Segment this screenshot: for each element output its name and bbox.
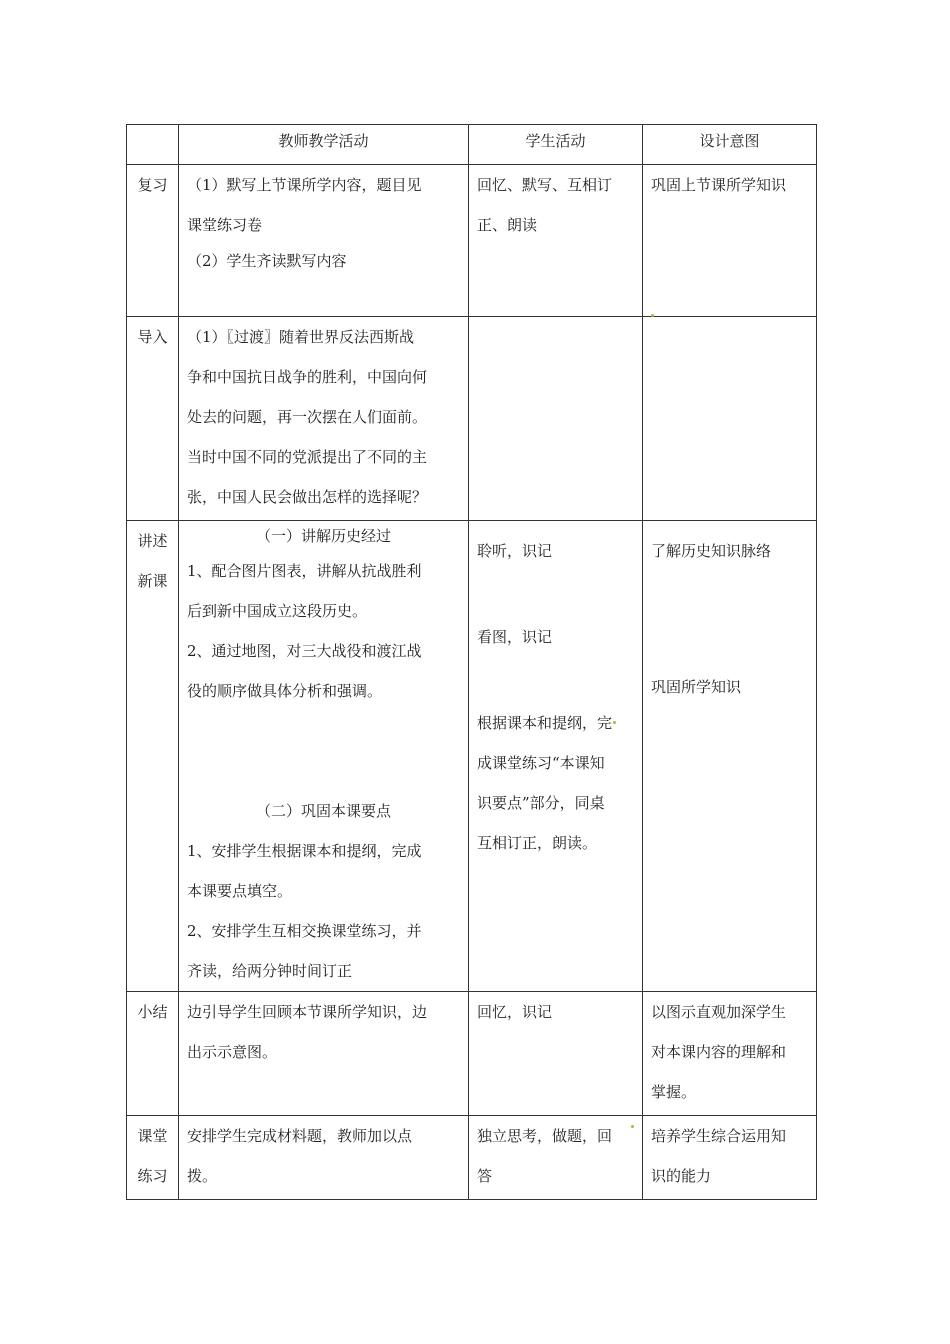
- text-line: 2、通过地图，对三大战役和渡江战: [187, 642, 422, 660]
- text-line: 1、安排学生根据课本和提纲，完成: [187, 842, 422, 860]
- teacher-review: [179, 165, 469, 317]
- text-line: 1、配合图片图表，讲解从抗战胜利: [187, 562, 422, 580]
- row-review: [127, 165, 817, 317]
- lesson-plan-table: [126, 124, 817, 1200]
- student-new-lesson: [469, 521, 643, 992]
- text-line: 独立思考，做题，回: [477, 1127, 613, 1145]
- text-line: 巩固所学知识: [651, 678, 742, 696]
- student-summary: [469, 992, 643, 1116]
- text-line: 讲述: [137, 532, 168, 550]
- text-line: 课堂: [137, 1127, 168, 1145]
- text-line: 回忆，识记: [477, 1003, 553, 1021]
- marker-dot: [651, 314, 654, 317]
- text-line: 回忆、默写、互相订: [477, 176, 613, 194]
- student-review: [469, 165, 643, 317]
- text-line: 拨。: [187, 1167, 218, 1185]
- text-line: 正、朗读: [477, 216, 538, 234]
- row-class-exercise: [127, 1116, 817, 1200]
- row-summary: [127, 992, 817, 1116]
- text-line: 答: [477, 1167, 493, 1185]
- text-line: 看图，识记: [477, 628, 553, 646]
- intent-class-exercise: [643, 1116, 817, 1200]
- header-stage: [127, 125, 179, 165]
- header-teacher-activity: 教师教学活动: [179, 125, 469, 165]
- text-line: 互相订正，朗读。: [477, 834, 598, 852]
- intent-new-lesson: [643, 521, 817, 992]
- teacher-new-lesson: [179, 521, 469, 992]
- text-line: 齐读，给两分钟时间订正: [187, 962, 353, 980]
- stage-summary: 小结: [127, 992, 179, 1116]
- text-line: 了解历史知识脉络: [651, 542, 772, 560]
- text-line: 识要点”部分，同桌: [477, 794, 605, 812]
- teacher-introduction: [179, 317, 469, 521]
- text-line: 处去的问题，再一次摆在人们面前。: [187, 408, 428, 426]
- text-line: 新课: [137, 572, 168, 590]
- stage-new-lesson: [127, 521, 179, 992]
- student-introduction: [469, 317, 643, 521]
- text-line: 本课要点填空。: [187, 882, 293, 900]
- teacher-class-exercise: [179, 1116, 469, 1200]
- intent-review: [643, 165, 817, 317]
- text-line: 役的顺序做具体分析和强调。: [187, 682, 383, 700]
- text-line: （1）默写上节课所学内容，题目见: [187, 176, 422, 194]
- text-line: 2、安排学生互相交换课堂练习，并: [187, 922, 422, 940]
- marker-dot: [631, 1125, 634, 1128]
- section-title: （二）巩固本课要点: [255, 802, 391, 820]
- text-line: 培养学生综合运用知: [651, 1127, 787, 1145]
- text-line: 出示示意图。: [187, 1043, 278, 1061]
- text-line: （1）〖过渡〗随着世界反法西斯战: [187, 328, 415, 346]
- row-introduction: [127, 317, 817, 521]
- text-line: 后到新中国成立这段历史。: [187, 602, 368, 620]
- text-line: 课堂练习卷: [187, 216, 263, 234]
- text-line: 练习: [137, 1167, 168, 1185]
- header-student-activity: 学生活动: [469, 125, 643, 165]
- teacher-summary: [179, 992, 469, 1116]
- student-class-exercise: [469, 1116, 643, 1200]
- text-line: 聆听，识记: [477, 542, 553, 560]
- text-line: 巩固上节课所学知识: [651, 176, 787, 194]
- header-design-intent: 设计意图: [643, 125, 817, 165]
- text-line: （2）学生齐读默写内容: [187, 252, 347, 270]
- text-line: 掌握。: [651, 1083, 697, 1101]
- section-title: （一）讲解历史经过: [255, 527, 391, 545]
- stage-review: 复习: [127, 165, 179, 317]
- text-line: 张，中国人民会做出怎样的选择呢？: [187, 488, 428, 506]
- text-line: 对本课内容的理解和: [651, 1043, 787, 1061]
- header-row: [127, 125, 817, 165]
- text-line: 成课堂练习“本课知: [477, 754, 605, 772]
- marker-dot: [613, 721, 616, 724]
- text-line: 当时中国不同的党派提出了不同的主: [187, 448, 428, 466]
- intent-summary: [643, 992, 817, 1116]
- intent-introduction: [643, 317, 817, 521]
- text-line: 以图示直观加深学生: [651, 1003, 787, 1021]
- text-line: 争和中国抗日战争的胜利，中国向何: [187, 368, 428, 386]
- text-line: 边引导学生回顾本节课所学知识，边: [187, 1003, 428, 1021]
- stage-introduction: 导入: [127, 317, 179, 521]
- row-new-lesson: [127, 521, 817, 992]
- stage-class-exercise: [127, 1116, 179, 1200]
- text-line: 安排学生完成材料题，教师加以点: [187, 1127, 413, 1145]
- text-line: 根据课本和提纲，完: [477, 714, 613, 732]
- text-line: 识的能力: [651, 1167, 712, 1185]
